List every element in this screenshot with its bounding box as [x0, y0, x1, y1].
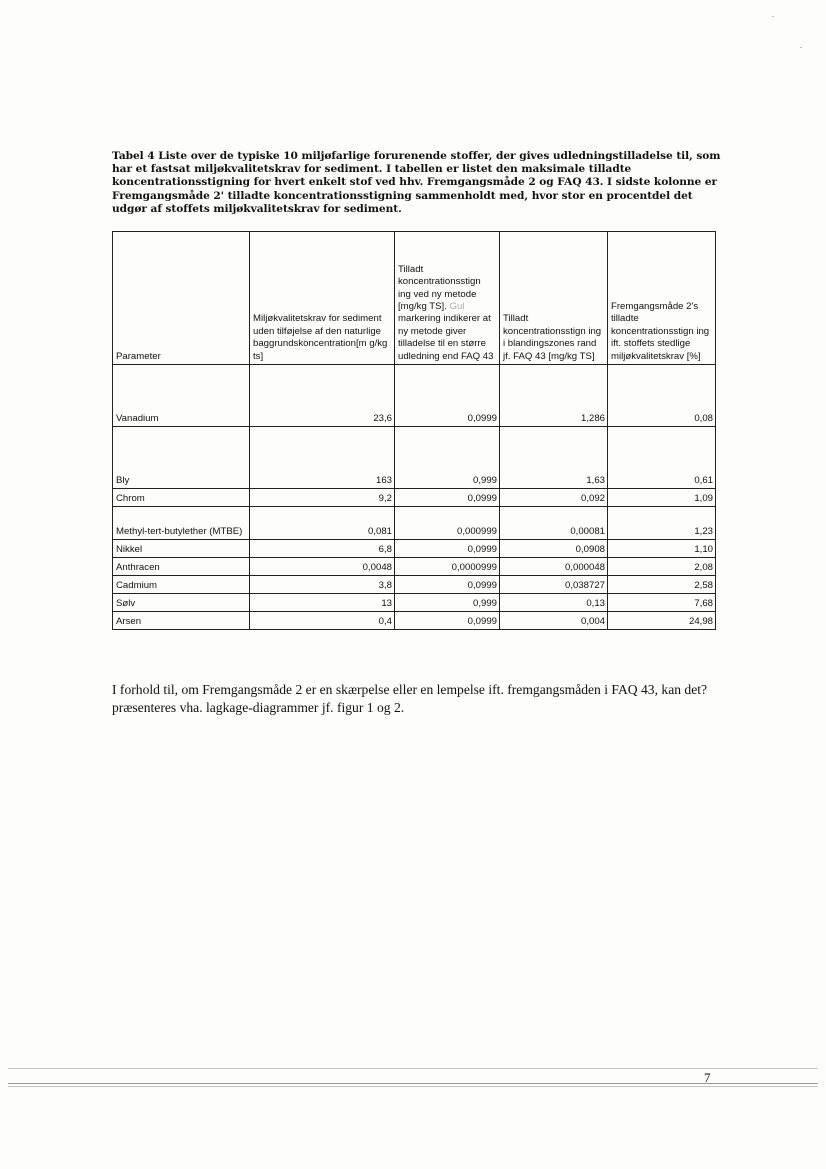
cell-mkk: 0,0048 [250, 558, 395, 576]
header-new-method-a: Tilladt koncentrationsstign ing ved ny metode [mg/kg TS]. [398, 263, 481, 312]
cell-mkk: 9,2 [250, 489, 395, 507]
cell-mkk: 6,8 [250, 540, 395, 558]
cell-parameter: Sølv [113, 594, 250, 612]
table-row [113, 576, 716, 594]
cell-faq43: 0,0908 [500, 540, 608, 558]
header-new-method [395, 232, 500, 365]
cell-new-method: 0,0999 [395, 489, 500, 507]
cell-pct: 2,08 [608, 558, 716, 576]
cell-new-method: 0,999 [395, 594, 500, 612]
cell-mkk: 0,4 [250, 612, 395, 630]
cell-faq43: 0,00081 [500, 507, 608, 540]
cell-new-method: 0,0999 [395, 540, 500, 558]
cell-mkk: 0,081 [250, 507, 395, 540]
body-paragraph: I forhold til, om Fremgangsmåde 2 er en skærpelse eller en lempelse ift. fremgangsmåden i FAQ 43, kan det? præsenteres vha. lagkage-diagrammer jf. figur 1 og 2. [112, 682, 708, 715]
cell-parameter: Nikkel [113, 540, 250, 558]
table-header-row [113, 232, 716, 365]
page-number: 7 [704, 1070, 711, 1085]
cell-parameter: Bly [113, 427, 250, 489]
cell-faq43: 1,286 [500, 365, 608, 427]
header-new-method-gray: Gul [449, 300, 465, 312]
cell-parameter: Anthracen [113, 558, 250, 576]
cell-new-method: 0,0999 [395, 612, 500, 630]
cell-new-method: 0,0999 [395, 576, 500, 594]
header-mkk: Miljøkvalitetskrav for sediment uden tilføjelse af den naturlige baggrundskoncentration[m g/kg ts] [250, 232, 395, 365]
footer-rule [8, 1068, 818, 1069]
header-parameter: Parameter [113, 232, 250, 365]
cell-pct: 24,98 [608, 612, 716, 630]
table-row [113, 365, 716, 427]
cell-pct: 1,09 [608, 489, 716, 507]
cell-pct: 1,10 [608, 540, 716, 558]
table-row [113, 558, 716, 576]
cell-new-method: 0,0999 [395, 365, 500, 427]
cell-parameter: Arsen [113, 612, 250, 630]
header-pct: Fremgangsmåde 2's tilladte koncentrationsstign ing ift. stoffets stedlige miljøkvalitetskrav [%] [608, 232, 716, 365]
table-row [113, 612, 716, 630]
cell-mkk: 3,8 [250, 576, 395, 594]
cell-mkk: 13 [250, 594, 395, 612]
cell-pct: 0,61 [608, 427, 716, 489]
cell-parameter: Chrom [113, 489, 250, 507]
cell-pct: 0,08 [608, 365, 716, 427]
header-faq43: Tilladt koncentrationsstign ing i blandingszones rand jf. FAQ 43 [mg/kg TS] [500, 232, 608, 365]
cell-parameter: Methyl-tert-butylether (MTBE) [113, 507, 250, 540]
footer-rule [8, 1083, 818, 1084]
cell-new-method: 0,999 [395, 427, 500, 489]
table-caption: Tabel 4 Liste over de typiske 10 miljøfarlige forurenende stoffer, der gives udledningstilladelse til, som har et fastsat miljøkvalitetskrav for sediment. I tabellen er listet den maksimale tilladte koncentrationsstigning for hvert enkelt stof ved hhv. Fremgangsmåde 2 og FAQ 43. I sidste kolonne er Fremgangsmåde 2' tilladte koncentrationsstigning sammenholdt med, hvor stor en procentdel det udgør af stoffets miljøkvalitetskrav for sediment. [112, 150, 721, 215]
table-row [113, 427, 716, 489]
cell-faq43: 0,092 [500, 489, 608, 507]
cell-pct: 2,58 [608, 576, 716, 594]
table-row [113, 540, 716, 558]
cell-pct: 1,23 [608, 507, 716, 540]
cell-mkk: 163 [250, 427, 395, 489]
cell-faq43: 0,000048 [500, 558, 608, 576]
data-table [112, 231, 716, 630]
cell-parameter: Vanadium [113, 365, 250, 427]
cell-pct: 7,68 [608, 594, 716, 612]
cell-parameter: Cadmium [113, 576, 250, 594]
cell-faq43: 1,63 [500, 427, 608, 489]
table-row [113, 489, 716, 507]
table-row [113, 507, 716, 540]
cell-faq43: 0,038727 [500, 576, 608, 594]
table-row [113, 594, 716, 612]
scan-speck [800, 47, 802, 48]
scan-speck [772, 16, 774, 17]
header-new-method-b: markering indikerer at ny metode giver tilladelse til en større udledning end FAQ 43 [398, 313, 494, 362]
cell-mkk: 23,6 [250, 365, 395, 427]
cell-faq43: 0,004 [500, 612, 608, 630]
cell-faq43: 0,13 [500, 594, 608, 612]
cell-new-method: 0,0000999 [395, 558, 500, 576]
cell-new-method: 0,000999 [395, 507, 500, 540]
footer-rule [8, 1086, 818, 1087]
